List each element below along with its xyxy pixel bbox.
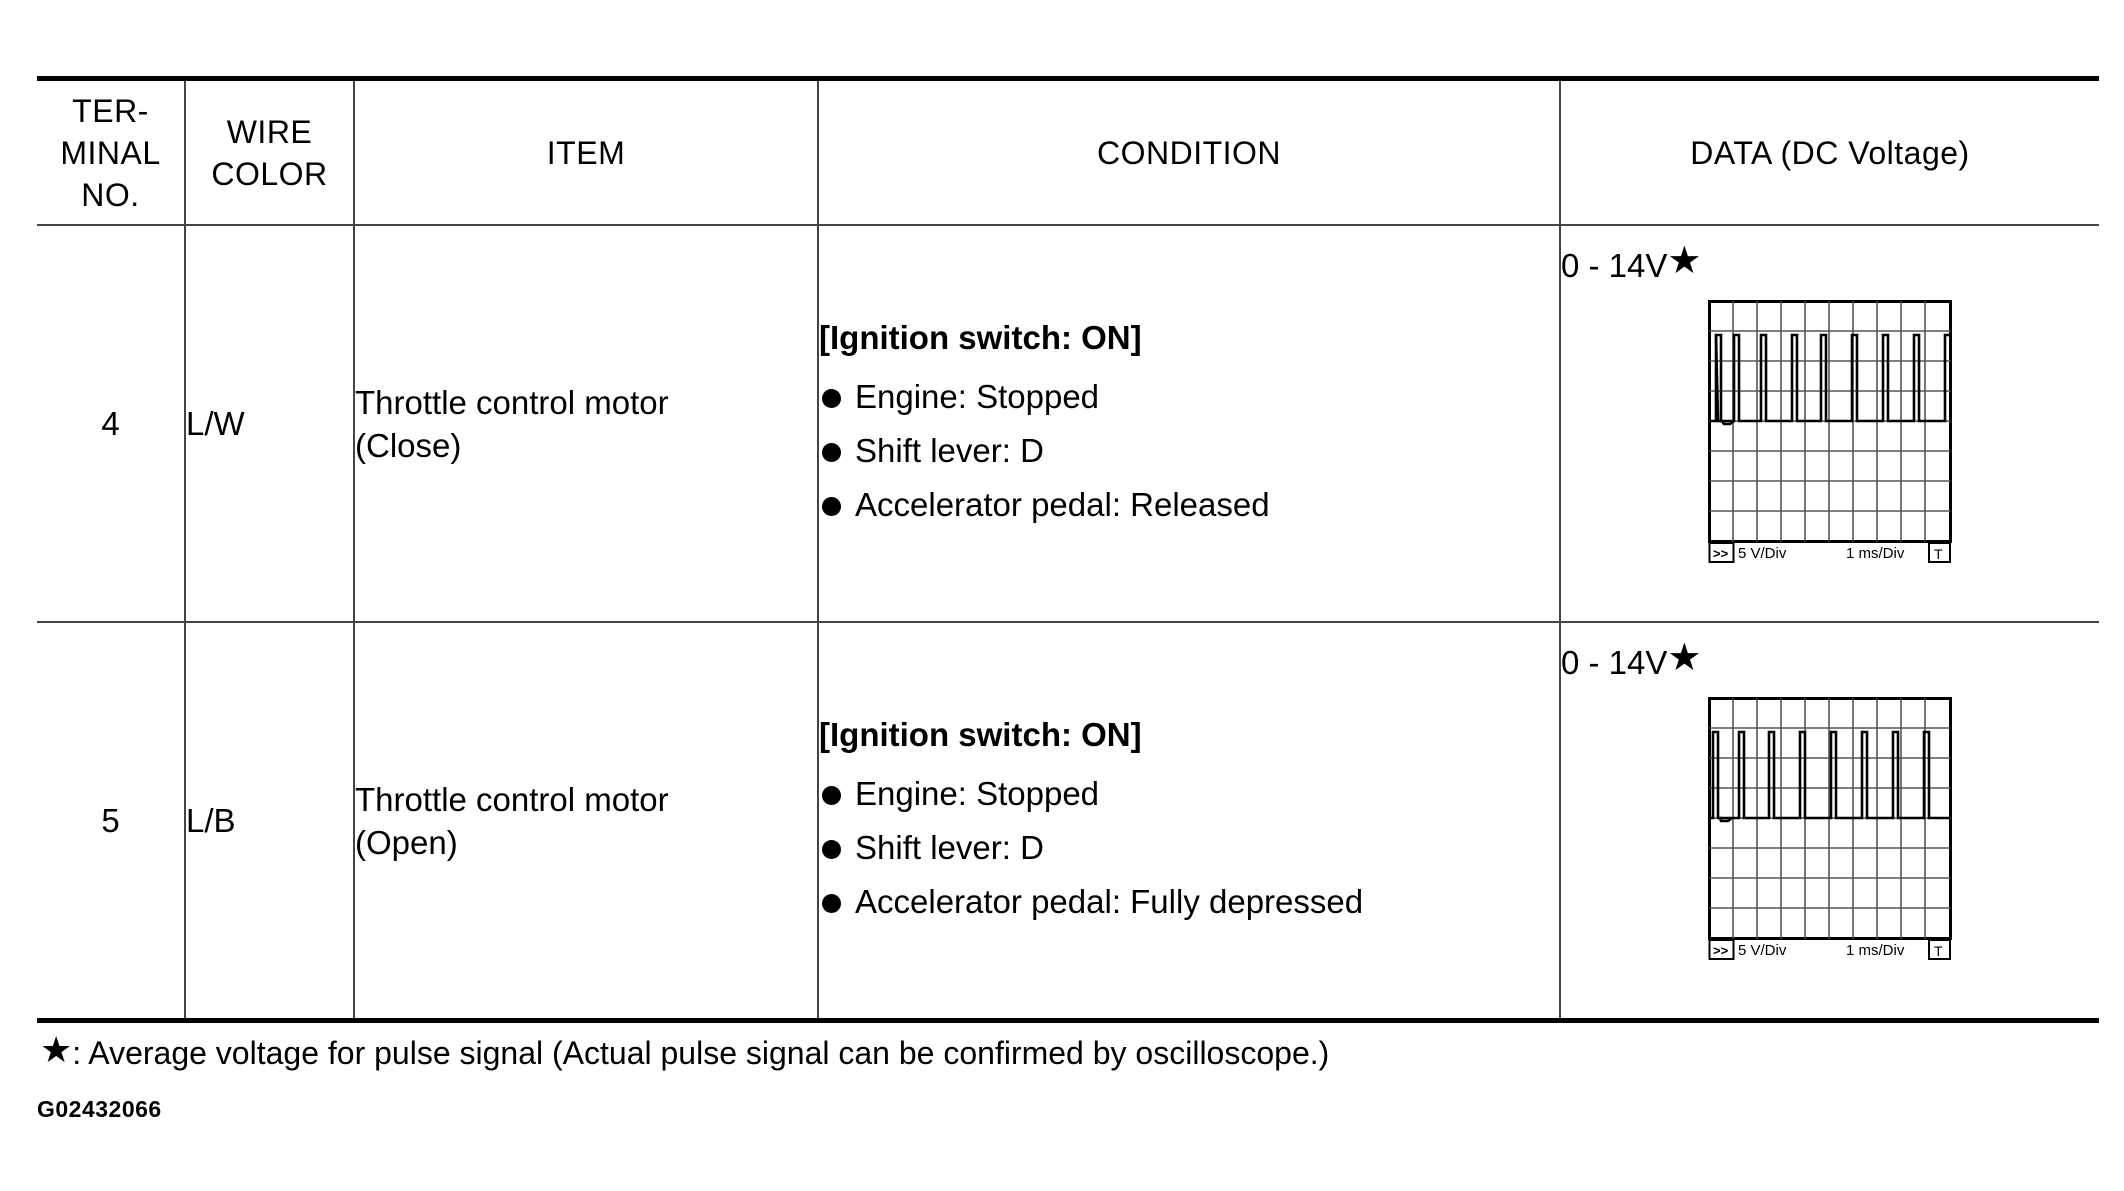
header-terminal-line1: TER- (72, 92, 149, 129)
trigger-icon: T (1934, 943, 1943, 959)
fast-forward-icon: >> (1713, 546, 1729, 561)
header-item: ITEM (354, 79, 818, 226)
item-cell (354, 225, 818, 622)
bullet-icon (822, 497, 841, 516)
condition-heading: [Ignition switch: ON] (819, 715, 1142, 753)
bullet-icon (822, 786, 841, 805)
list-item (819, 875, 1559, 929)
table-row (37, 622, 2099, 1021)
data-value: 0 - 14V (1561, 644, 1668, 681)
star-icon: ★ (40, 1029, 73, 1070)
data-cell (1560, 225, 2099, 622)
condition-cell (818, 622, 1560, 1021)
trigger-icon: T (1934, 546, 1943, 562)
header-condition: CONDITION (818, 79, 1560, 226)
condition-list (819, 370, 1559, 532)
header-wire-line1: WIRE (226, 113, 313, 150)
star-icon: ★ (1667, 240, 1702, 282)
header-row (37, 79, 2099, 226)
footnote (40, 1030, 1329, 1073)
bullet-icon (822, 894, 841, 913)
item-qualifier: (Close) (355, 426, 462, 464)
condition-text: Engine: Stopped (855, 377, 1100, 415)
header-data: DATA (DC Voltage) (1560, 79, 2099, 226)
condition-text: Shift lever: D (855, 828, 1044, 866)
bullet-icon (822, 389, 841, 408)
header-wire-line2: COLOR (211, 155, 328, 192)
list-item (819, 370, 1559, 424)
item-name: Throttle control motor (355, 780, 669, 818)
condition-cell (818, 225, 1560, 622)
fast-forward-icon: >> (1713, 943, 1729, 958)
list-item (819, 821, 1559, 875)
list-item (819, 478, 1559, 532)
scope-time-label: 1 ms/Div (1846, 545, 1905, 562)
scope-time-label: 1 ms/Div (1846, 942, 1905, 959)
condition-text: Shift lever: D (855, 431, 1044, 469)
condition-text: Accelerator pedal: Fully depressed (855, 882, 1364, 920)
data-cell (1560, 622, 2099, 1021)
oscilloscope-trace (1708, 697, 1952, 961)
header-wire-color (185, 79, 354, 226)
condition-text: Engine: Stopped (855, 774, 1100, 812)
data-value-line (1561, 637, 2099, 684)
condition-heading: [Ignition switch: ON] (819, 318, 1142, 356)
star-icon: ★ (1667, 637, 1702, 679)
data-value: 0 - 14V (1561, 247, 1668, 284)
scope-volts-label: 5 V/Div (1738, 942, 1787, 959)
header-terminal-no (37, 79, 185, 226)
item-name: Throttle control motor (355, 383, 669, 421)
oscilloscope-trace (1708, 300, 1952, 564)
terminal-number: 5 (37, 622, 185, 1021)
condition-list (819, 767, 1559, 929)
terminal-data-table-sheet (37, 76, 2099, 1023)
header-terminal-line2: MINAL (60, 134, 161, 171)
header-terminal-line3: NO. (81, 176, 140, 213)
data-value-line (1561, 240, 2099, 287)
figure-code: G02432066 (37, 1096, 162, 1122)
table-row (37, 225, 2099, 622)
item-cell (354, 622, 818, 1021)
condition-text: Accelerator pedal: Released (855, 485, 1270, 523)
bullet-icon (822, 840, 841, 859)
bullet-icon (822, 443, 841, 462)
terminal-data-table (37, 76, 2099, 1023)
wire-color: L/B (185, 622, 354, 1021)
scope-volts-label: 5 V/Div (1738, 545, 1787, 562)
item-qualifier: (Open) (355, 823, 458, 861)
list-item (819, 767, 1559, 821)
terminal-number: 4 (37, 225, 185, 622)
wire-color: L/W (185, 225, 354, 622)
list-item (819, 424, 1559, 478)
footnote-text: : Average voltage for pulse signal (Actual pulse signal can be confirmed by oscilloscope.) (72, 1035, 1330, 1071)
